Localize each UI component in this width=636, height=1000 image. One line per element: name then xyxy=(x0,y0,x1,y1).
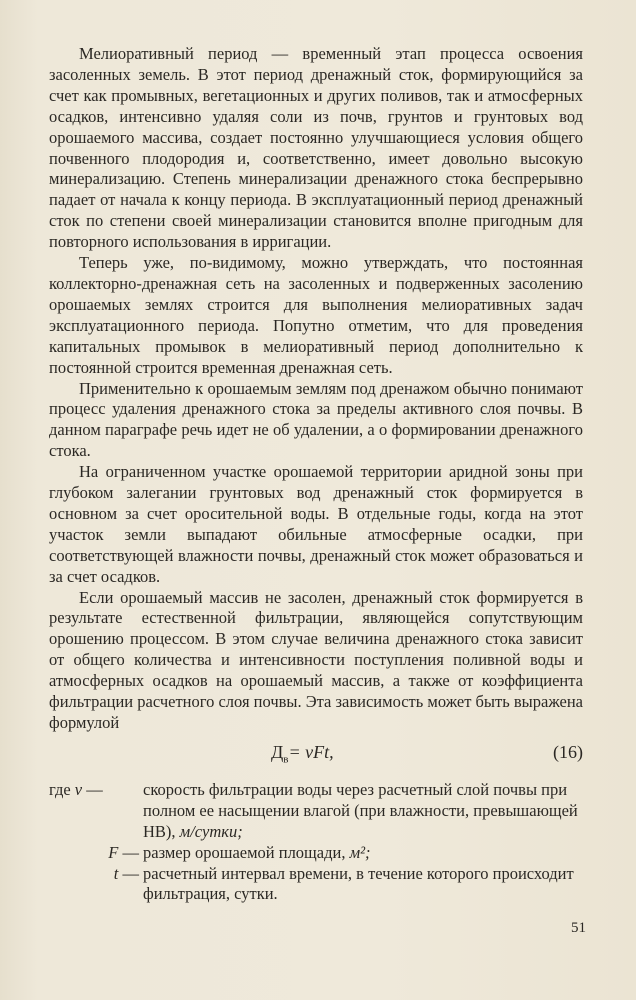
formula-number: (16) xyxy=(553,741,583,762)
formula-rhs: = vFt, xyxy=(288,741,334,762)
paragraph-3: Применительно к орошаемым землям под дренажом обычно понимают процесс удаления дренажного стока за пределы активного слоя почвы. В данном параграфе речь идет не об удалении, а о формировании дренажного стока. xyxy=(49,378,583,461)
definition-unit: м²; xyxy=(349,842,371,862)
definition-v xyxy=(49,780,583,843)
formula-16 xyxy=(49,736,583,770)
definition-text xyxy=(139,843,583,864)
symbol-v: v xyxy=(74,779,83,799)
definition-symbol xyxy=(49,843,139,864)
definition-text xyxy=(139,864,583,906)
formula-expression xyxy=(271,742,334,771)
paragraph-1: Мелиоративный период — временный этап процесса освоения засоленных земель. В этот период дренажный сток, формирующийся за счет как промывных, вегетационных и других поливов, так и атмосферных осадков, интенсивно удаляя соли из почв, грунтов и грунтовых вод орошаемого массива, создает постоянно улучшающиеся условия общего почвенного плодородия и, соответственно, имеет довольно высокую минерализацию. Степень минерализации дренажного стока беспрерывно падает от начала к концу периода. В эксплуатационный период дренажный сток по степени своей минерализации становится вполне пригодным для повторного использования в ирригации. xyxy=(49,44,583,252)
definition-symbol xyxy=(49,780,139,843)
body-text xyxy=(49,44,583,905)
definition-f xyxy=(49,843,583,864)
paragraph-5: Если орошаемый массив не засолен, дренажный сток формируется в результате естественной фильтрации, являющейся сопутствующим орошению процессом. В этом случае величина дренажного стока зависит от общего количества и интенсивности поступления поливной воды и атмосферных осадков на орошаемый массив, а также от коэффициента фильтрации расчетного слоя почвы. Эта зависимость может быть выражена формулой xyxy=(49,587,583,732)
definition-body: скорость фильтрации воды через расчетный слой почвы при полном ее насыщении влагой (при влажности, превышающей НВ), xyxy=(143,779,578,841)
variable-definitions xyxy=(49,780,583,905)
formula-lhs-subscript: в xyxy=(283,753,289,766)
paragraph-4: На ограниченном участке орошаемой территории аридной зоны при глубоком залегании грунтовых вод дренажный сток формируется в основном за счет оросительной воды. В отдельные годы, когда на этот участок земли выпадают обильные атмосферные осадки, при соответствующей влажности почвы, дренажный сток может образоваться и за счет осадков. xyxy=(49,462,583,586)
page-number: 51 xyxy=(571,920,586,936)
definition-body: расчетный интервал времени, в течение которого происходит фильтрация, сутки. xyxy=(143,863,574,904)
definition-symbol xyxy=(49,864,139,906)
definition-body: размер орошаемой площади, xyxy=(143,842,346,862)
definition-t xyxy=(49,864,583,906)
paragraph-2: Теперь уже, по-видимому, можно утверждать, что постоянная коллекторно-дренажная сеть на засоленных и подверженных засолению орошаемых землях строится для выполнения мелиоративных задач эксплуатационного периода. Попутно отметим, что для проведения капитальных промывок в мелиоративный период дополнительно к постоянной строится временная дренажная сеть. xyxy=(49,253,583,377)
definition-text xyxy=(139,780,583,843)
symbol-f: F xyxy=(108,842,119,862)
definition-unit: м/сутки; xyxy=(179,821,243,841)
formula-lhs: Д xyxy=(271,741,284,762)
definition-prefix: где xyxy=(49,779,71,799)
symbol-t: t xyxy=(113,863,119,883)
definition-dash: — xyxy=(122,842,139,862)
definition-dash: — xyxy=(122,863,139,883)
definition-dash: — xyxy=(86,779,103,799)
